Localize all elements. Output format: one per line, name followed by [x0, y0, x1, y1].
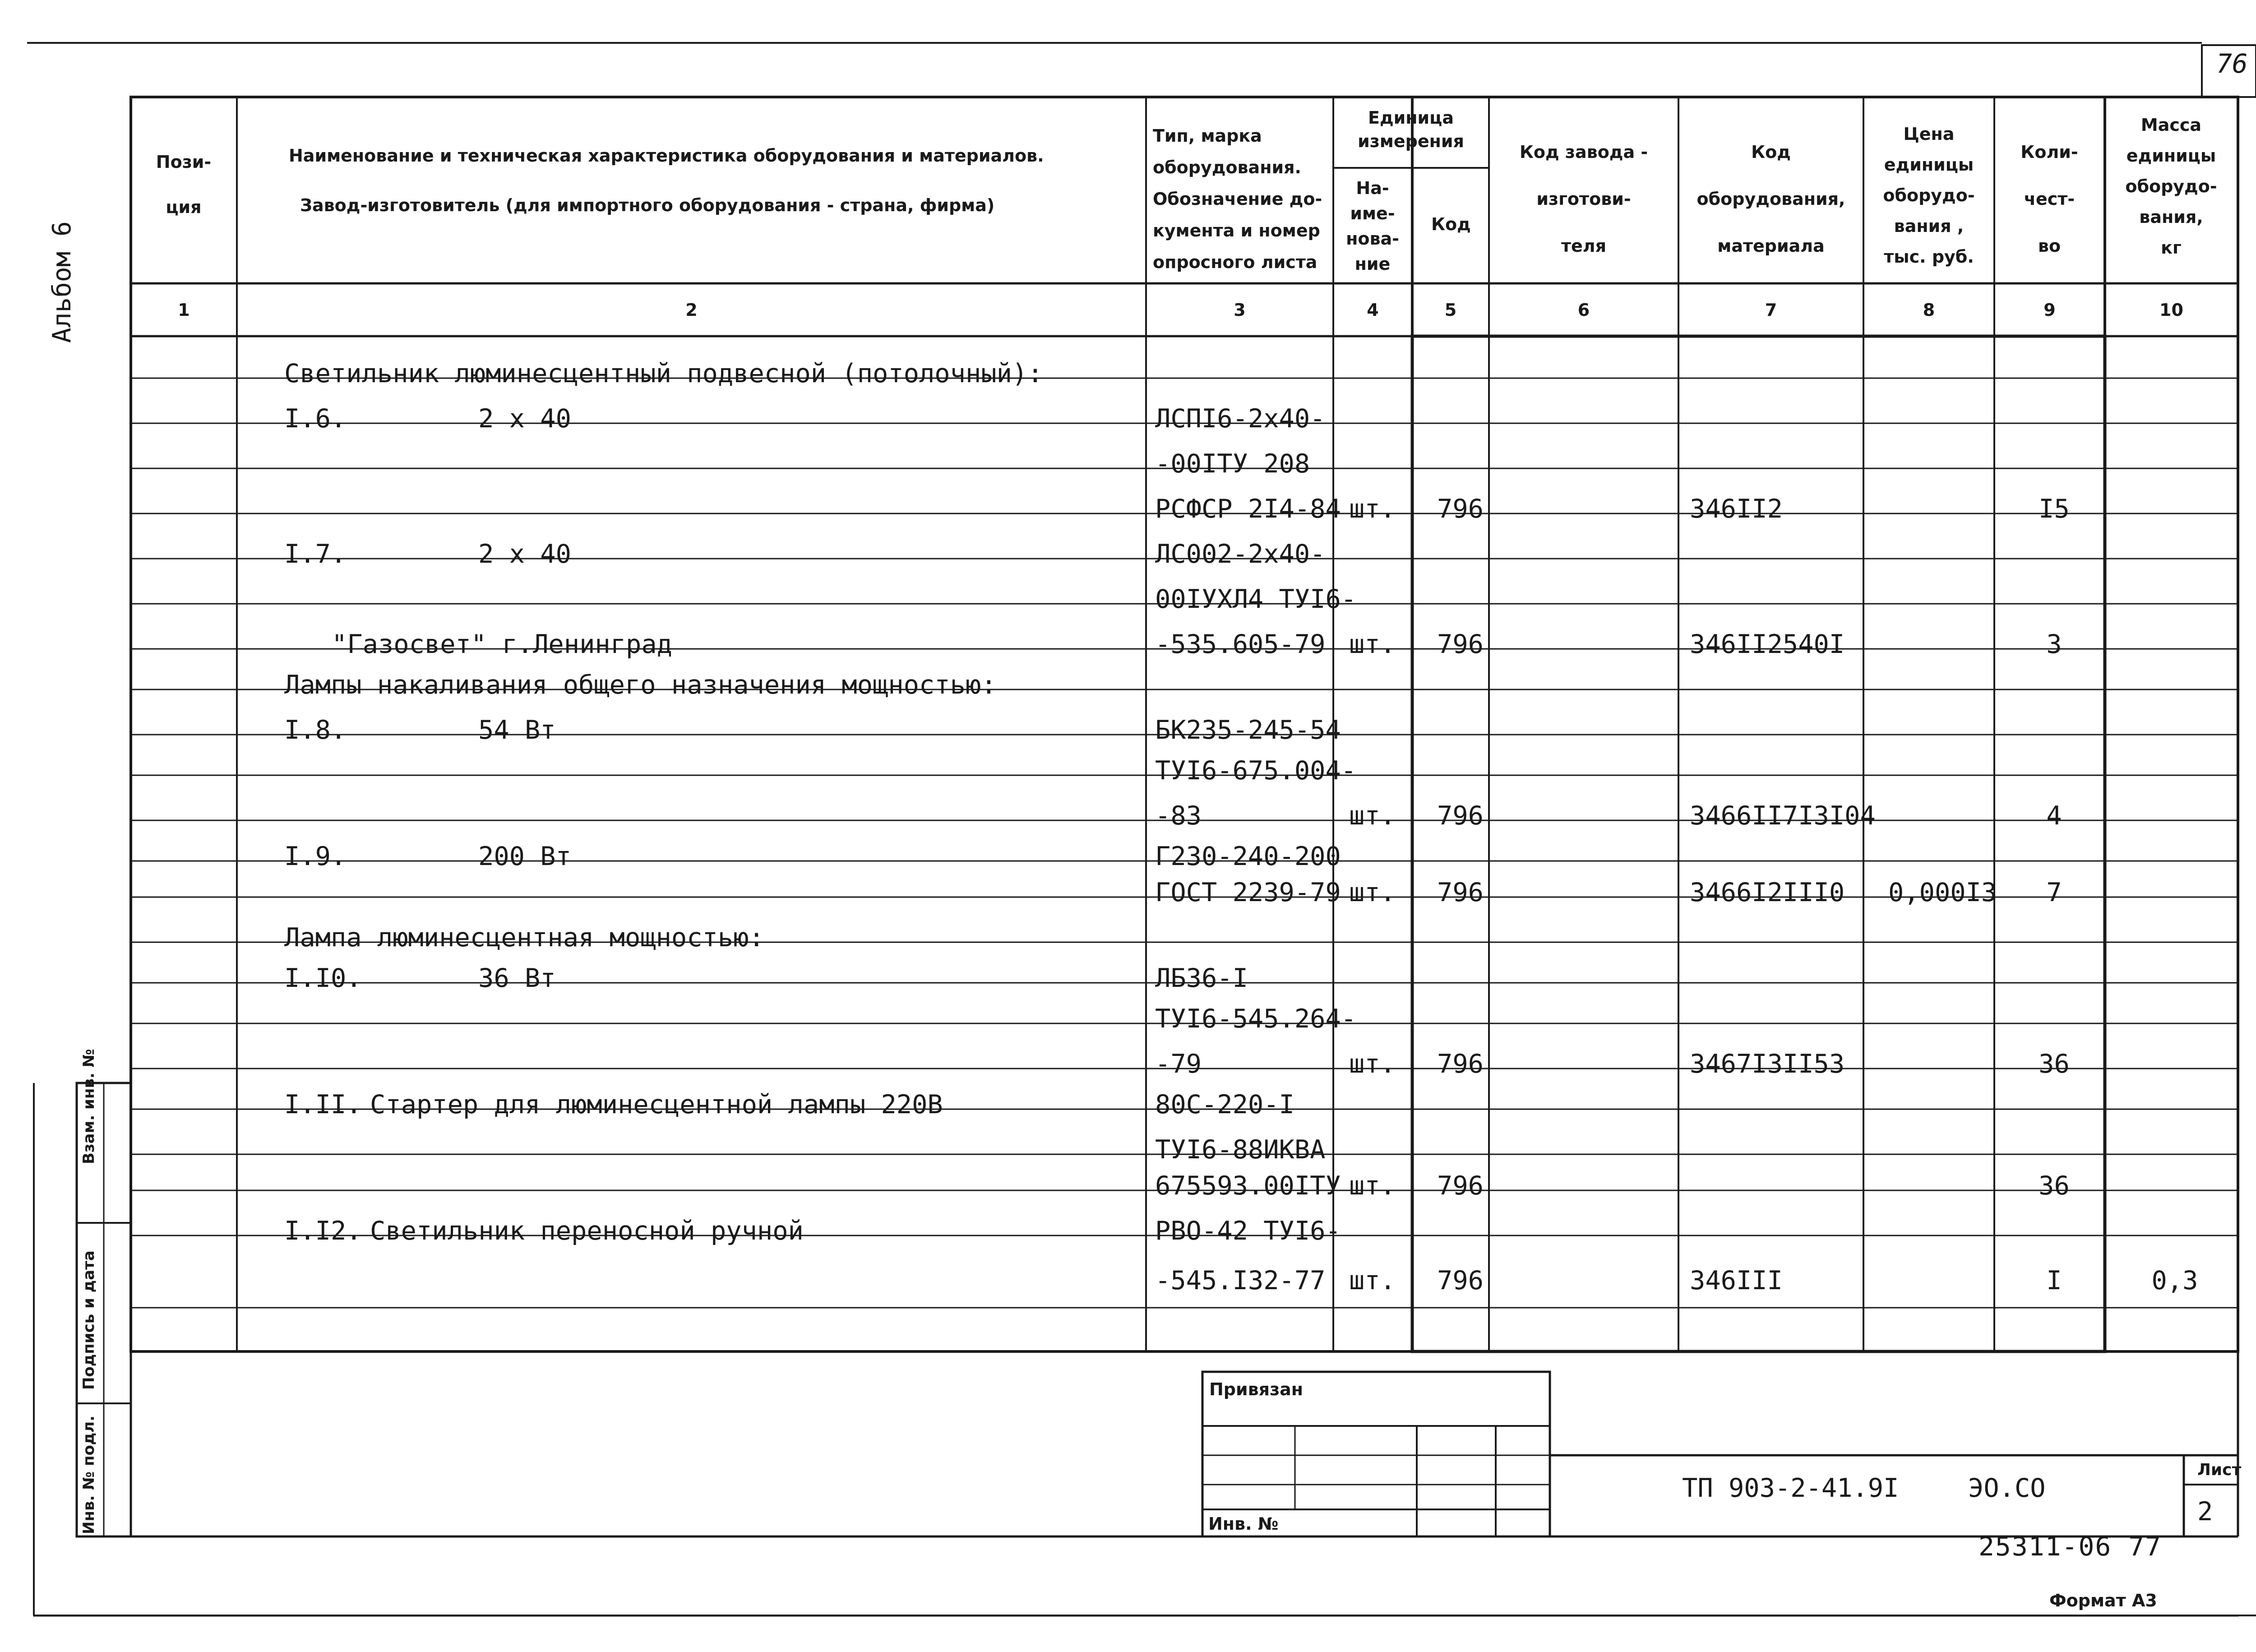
row-type: ГОСТ 2239-79 [1155, 878, 1341, 907]
header-name-line1: Наименование и техническая характеристика оборудования и материалов. [289, 146, 1044, 166]
row-type: 675593.00IТУ [1155, 1171, 1341, 1201]
row-equipment-code: 346II2 [1690, 494, 1783, 524]
row-unit: шт. [1349, 1171, 1396, 1201]
row-type: ТУI6-88ИКВА [1155, 1135, 1326, 1165]
column-number: 9 [2043, 300, 2056, 320]
row-quantity: 36 [2039, 1171, 2070, 1201]
header-type-line: кумента и номер [1153, 221, 1320, 241]
row-name: Светильник люминесцентный подвесной (потолочный): [284, 359, 1043, 389]
row-quantity: 3 [2046, 629, 2062, 659]
row-type: 00IУХЛ4 ТУI6- [1155, 584, 1357, 614]
doc-section: ЭО.СО [1968, 1473, 2046, 1503]
row-equipment-code: 3466II7I3I04 [1690, 801, 1876, 831]
row-mass: 0,3 [2151, 1266, 2198, 1296]
row-equipment-code: 3466I2III0 [1690, 878, 1845, 907]
row-name: Светильник переносной ручной [370, 1216, 804, 1246]
row-unit: шт. [1349, 629, 1396, 659]
column-number: 7 [1765, 300, 1777, 320]
row-equipment-code: 346III [1690, 1266, 1783, 1296]
header-unit-price-line: Цена [1903, 124, 1955, 144]
row-unit-code: 796 [1437, 801, 1484, 831]
header-type-line: оборудования. [1153, 157, 1301, 177]
column-number: 3 [1234, 300, 1246, 320]
row-quantity: I5 [2039, 494, 2070, 524]
row-price: 0,000I3 [1888, 878, 1997, 907]
header-unit-price-line: оборудо- [1883, 185, 1975, 205]
header-equipment-code-line: оборудования, [1697, 189, 1845, 209]
header-unit-price-line: тыс. руб. [1884, 247, 1974, 267]
header-type-line: Тип, марка [1153, 126, 1262, 146]
header-unit-code: Код [1431, 214, 1471, 234]
column-number: 4 [1367, 300, 1379, 320]
row-name: 54 Вт [478, 715, 556, 745]
column-number: 1 [178, 300, 190, 320]
archive-number: 25311-06 77 [1979, 1531, 2162, 1562]
format-label: Формат А3 [2049, 1591, 2157, 1610]
row-name: Лампа люминесцентная мощностью: [284, 923, 764, 953]
row-position: I.I0. [284, 963, 362, 993]
header-factory-code-line: изготови- [1536, 189, 1631, 209]
row-quantity: 36 [2039, 1049, 2070, 1079]
row-equipment-code: 346II2540I [1690, 629, 1845, 659]
row-name: 36 Вт [478, 963, 556, 993]
row-type: -83 [1155, 801, 1202, 831]
bound-title: Привязан [1209, 1379, 1304, 1399]
row-position: I.I2. [284, 1216, 362, 1246]
album-label: Альбом 6 [47, 221, 77, 343]
header-unit-name-line: нова- [1346, 229, 1399, 249]
row-position: I.9. [284, 842, 347, 871]
column-number: 2 [685, 300, 698, 320]
header-unit-group-line: измерения [1358, 131, 1464, 151]
row-type: Г230-240-200 [1155, 842, 1341, 871]
row-unit-code: 796 [1437, 1266, 1484, 1296]
header-unit-mass-line: оборудо- [2125, 176, 2217, 196]
side-stamp-replace-inv: Взам. инв. № [80, 1049, 98, 1164]
row-position: I.6. [284, 404, 347, 434]
row-position: I.8. [284, 715, 347, 745]
header-quantity-line: чест- [2024, 189, 2075, 209]
row-name: Стартер для люминесцентной лампы 220В [370, 1090, 943, 1120]
header-factory-code-line: теля [1561, 236, 1607, 256]
row-type: -535.605-79 [1155, 629, 1326, 659]
header-unit-price-line: вания , [1894, 216, 1964, 236]
sheet-value: 2 [2197, 1497, 2213, 1527]
sheet-label: Лист [2197, 1461, 2242, 1479]
row-type: ТУI6-545.264- [1155, 1004, 1357, 1034]
header-unit-mass-line: вания, [2139, 207, 2203, 227]
header-unit-mass-line: единицы [2126, 146, 2216, 166]
row-unit-code: 796 [1437, 1171, 1484, 1201]
header-type-line: Обозначение до- [1153, 189, 1322, 209]
header-unit-name-line: На- [1356, 178, 1389, 198]
row-unit: шт. [1349, 1266, 1396, 1296]
column-number: 8 [1923, 300, 1935, 320]
header-name-line2: Завод-изготовитель (для импортного оборудования - страна, фирма) [300, 195, 995, 215]
header-unit-price-line: единицы [1884, 155, 1974, 175]
header-position-line: Пози- [156, 152, 212, 172]
row-unit: шт. [1349, 1049, 1396, 1079]
row-position: I.7. [284, 539, 347, 569]
header-unit-mass-line: кг [2161, 238, 2182, 258]
frame-rect [1412, 336, 2105, 1351]
header-equipment-code-line: материала [1717, 236, 1825, 256]
row-type: ЛБ36-I [1155, 963, 1248, 993]
row-type: -545.I32-77 [1155, 1266, 1326, 1296]
row-name: "Газосвет" г.Ленинград [332, 629, 672, 659]
header-factory-code-line: Код завода - [1519, 142, 1648, 162]
column-number: 10 [2159, 300, 2183, 320]
row-quantity: 4 [2046, 801, 2062, 831]
row-unit: шт. [1349, 494, 1396, 524]
header-quantity-line: во [2038, 236, 2061, 256]
row-name: 200 Вт [478, 842, 571, 871]
header-quantity-line: Коли- [2020, 142, 2078, 162]
row-unit: шт. [1349, 801, 1396, 831]
column-number: 6 [1577, 300, 1590, 320]
row-unit-code: 796 [1437, 878, 1484, 907]
header-unit-mass-line: Масса [2140, 115, 2202, 135]
row-name: 2 х 40 [478, 404, 571, 434]
row-type: РВО-42 ТУI6- [1155, 1216, 1341, 1246]
header-unit-name-line: име- [1350, 204, 1395, 223]
header-equipment-code-line: Код [1751, 142, 1791, 162]
sheet-number: 76 [2216, 48, 2248, 79]
row-type: ТУI6-675.004- [1155, 756, 1357, 786]
doc-code: ТП 903-2-41.9I [1682, 1473, 1899, 1503]
header-position-line: ция [166, 197, 202, 217]
header-type-line: опросного листа [1153, 252, 1318, 272]
row-type: -79 [1155, 1049, 1202, 1079]
row-unit-code: 796 [1437, 1049, 1484, 1079]
row-type: ЛС002-2х40- [1155, 539, 1326, 569]
row-type: РСФСР 2I4-84 [1155, 494, 1341, 524]
row-name: Лампы накаливания общего назначения мощностью: [284, 670, 997, 700]
column-number: 5 [1444, 300, 1457, 320]
row-type: -00IТУ 208 [1155, 449, 1310, 479]
row-quantity: I [2046, 1266, 2062, 1296]
side-stamp-orig-inv: Инв. № подл. [80, 1415, 98, 1534]
side-stamp-signature-date: Подпись и дата [80, 1250, 98, 1390]
bound-inv-label: Инв. № [1208, 1514, 1279, 1534]
row-type: 80С-220-I [1155, 1090, 1294, 1120]
row-position: I.II. [284, 1090, 362, 1120]
row-unit-code: 796 [1437, 494, 1484, 524]
row-type: БК235-245-54 [1155, 715, 1341, 745]
row-unit-code: 796 [1437, 629, 1484, 659]
row-type: ЛСПI6-2х40- [1155, 404, 1326, 434]
header-unit-group-line: Единица [1368, 108, 1454, 128]
row-equipment-code: 3467I3II53 [1690, 1049, 1845, 1079]
row-unit: шт. [1349, 878, 1396, 907]
header-unit-name-line: ние [1355, 254, 1391, 274]
row-name: 2 х 40 [478, 539, 571, 569]
row-quantity: 7 [2046, 878, 2062, 907]
